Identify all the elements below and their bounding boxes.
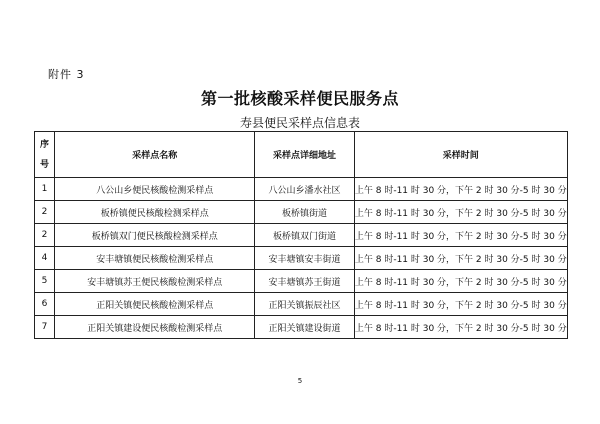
table-row <box>35 224 568 247</box>
header-cell-address: 采样点详细地址 <box>255 132 354 178</box>
cell-address: 正阳关镇建设街道 <box>255 316 354 339</box>
table-row <box>35 178 568 201</box>
header-number-line-2: 号 <box>40 159 50 170</box>
table-body <box>35 178 568 339</box>
cell-time: 上午 8 时-11 时 30 分，下午 2 时 30 分-5 时 30 分 <box>354 247 567 270</box>
cell-number: 4 <box>35 247 55 270</box>
cell-time: 上午 8 时-11 时 30 分，下午 2 时 30 分-5 时 30 分 <box>354 224 567 247</box>
cell-address: 板桥镇街道 <box>255 201 354 224</box>
cell-number: 7 <box>35 316 55 339</box>
cell-name: 安丰塘镇苏王便民核酸检测采样点 <box>55 270 255 293</box>
cell-address: 正阳关镇振辰社区 <box>255 293 354 316</box>
cell-address: 板桥镇双门街道 <box>255 224 354 247</box>
cell-name: 板桥镇便民核酸检测采样点 <box>55 201 255 224</box>
header-number-line-1: 序 <box>40 139 50 150</box>
header-cell-time: 采样时间 <box>354 132 567 178</box>
cell-address: 安丰塘镇苏王街道 <box>255 270 354 293</box>
page-subtitle: 寿县便民采样点信息表 <box>239 116 360 130</box>
sampling-points-table <box>34 131 568 339</box>
cell-number: 5 <box>35 270 55 293</box>
table-row <box>35 247 568 270</box>
cell-address: 安丰塘镇安丰街道 <box>255 247 354 270</box>
cell-number: 2 <box>35 224 55 247</box>
cell-name: 板桥镇双门便民核酸检测采样点 <box>55 224 255 247</box>
cell-name: 正阳关镇建设便民核酸检测采样点 <box>55 316 255 339</box>
cell-name: 正阳关镇便民核酸检测采样点 <box>55 293 255 316</box>
header-cell-number <box>35 132 55 178</box>
page-number: 5 <box>297 377 303 385</box>
cell-time: 上午 8 时-11 时 30 分，下午 2 时 30 分-5 时 30 分 <box>354 270 567 293</box>
header-row <box>35 132 568 178</box>
cell-time: 上午 8 时-11 时 30 分，下午 2 时 30 分-5 时 30 分 <box>354 178 567 201</box>
cell-time: 上午 8 时-11 时 30 分，下午 2 时 30 分-5 时 30 分 <box>354 201 567 224</box>
cell-name: 八公山乡便民核酸检测采样点 <box>55 178 255 201</box>
table-header <box>35 132 568 178</box>
page-title: 第一批核酸采样便民服务点 <box>200 89 399 108</box>
cell-number: 1 <box>35 178 55 201</box>
table-row <box>35 270 568 293</box>
cell-number: 6 <box>35 293 55 316</box>
table-row <box>35 293 568 316</box>
attachment-label: 附件 3 <box>48 68 85 81</box>
cell-number: 2 <box>35 201 55 224</box>
cell-address: 八公山乡潘水社区 <box>255 178 354 201</box>
header-cell-name: 采样点名称 <box>55 132 255 178</box>
table-row <box>35 316 568 339</box>
cell-time: 上午 8 时-11 时 30 分，下午 2 时 30 分-5 时 30 分 <box>354 316 567 339</box>
table-row <box>35 201 568 224</box>
cell-time: 上午 8 时-11 时 30 分，下午 2 时 30 分-5 时 30 分 <box>354 293 567 316</box>
cell-name: 安丰塘镇便民核酸检测采样点 <box>55 247 255 270</box>
